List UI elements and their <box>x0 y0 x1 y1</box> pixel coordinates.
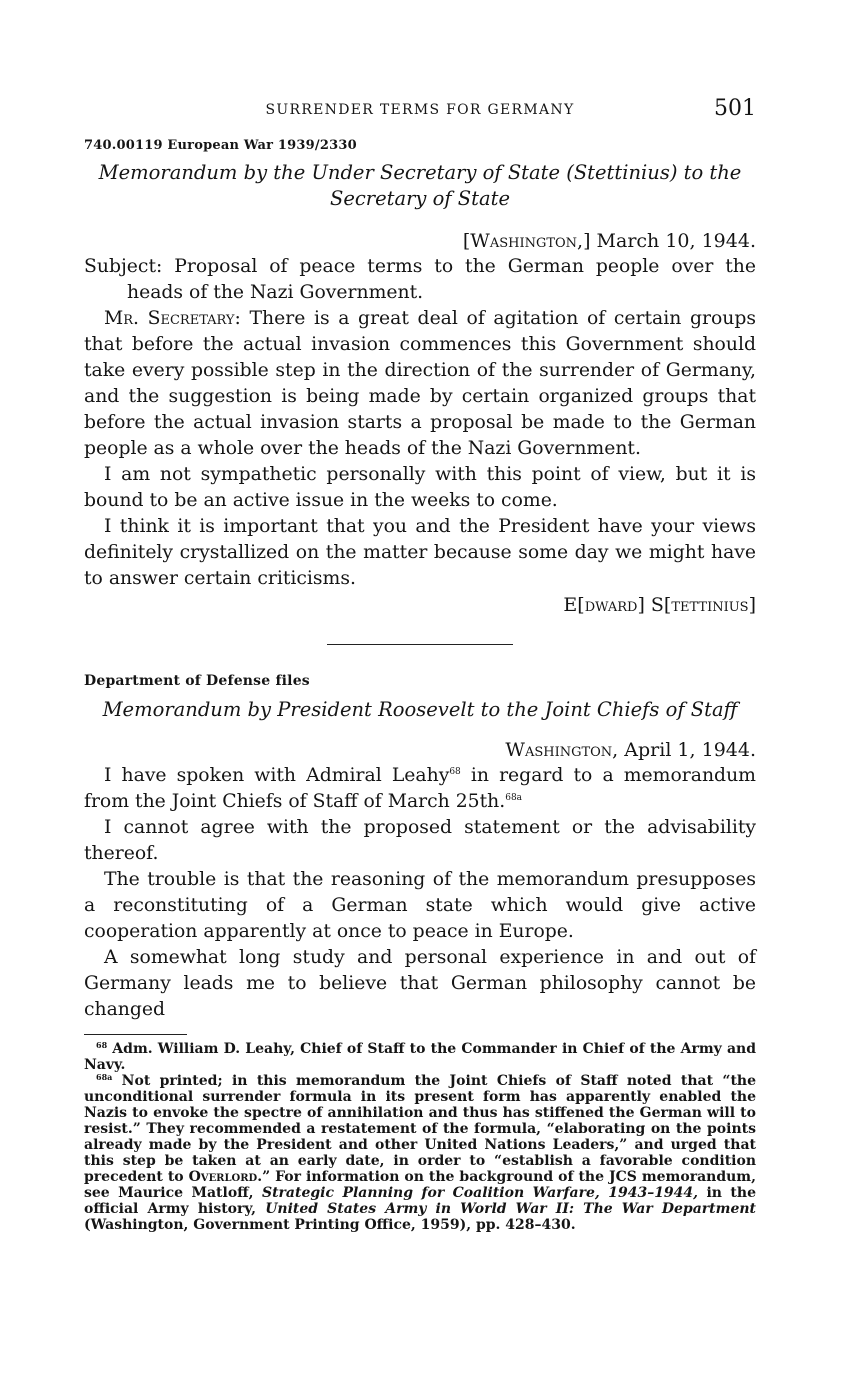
paragraph: I have spoken with Admiral Leahy$^{68}$ in regard to a memorandum from the Joint Chiefs of Staff of March 25th.$^{68a}$ <box>84 765 756 812</box>
footnote-marker: 68a <box>96 1072 113 1082</box>
footnote-marker: 68 <box>96 1040 108 1050</box>
dateline <box>84 228 756 254</box>
title-line-1: Memorandum by the Under Secretary of State (Stettinius) to the <box>98 161 742 184</box>
file-reference: Department of Defense files <box>84 673 310 689</box>
salutation: Mr. Secretary: <box>104 308 241 329</box>
paragraph: I cannot agree with the proposed statement or the advisability thereof. <box>84 817 756 864</box>
document-title <box>84 160 756 212</box>
paragraph: Mr. Secretary: There is a great deal of agitation of certain groups that before the actual invasion commences this Government should take every possible step in the direction of the surrender of Germany, and the suggestion is being made by certain organized groups that before the actual invasion starts a proposal be made to the German people as a whole over the heads of the Nazi Government. <box>84 308 757 459</box>
signature: E[dward] S[tettinius] <box>563 594 756 616</box>
running-head <box>84 92 756 126</box>
book-title: United States Army in World War II: The War Department <box>265 1201 756 1217</box>
document-title: Memorandum by President Roosevelt to the Joint Chiefs of Staff <box>102 698 738 721</box>
title-line-2: Secretary of State <box>329 187 511 210</box>
memo-body <box>84 254 756 592</box>
paragraph: I think it is important that you and the President have your views definitely crystallized on the matter because some day we might have to answer certain criticisms. <box>84 516 756 589</box>
subject-line: Subject: Proposal of peace terms to the German people over the heads of the Nazi Government. <box>84 256 756 303</box>
running-title: SURRENDER TERMS FOR GERMANY <box>265 102 575 118</box>
file-reference: 740.00119 European War 1939/2330 <box>84 138 357 153</box>
footnote-68a: $^{68a}$ Not printed; in this memorandum the Joint Chiefs of Staff noted that “the unconditional surrender formula in its present form has apparently enabled the Nazis to envoke the spectre of annihilation and thus has stiffened the German will to resist.” They recommended a restatement of the formula, “elaborating on the points already made by the President and other United Nations Leaders,” and urged that this step be taken at an early date, in order to “establish a favorable condition precedent to Overlord.” For information on the background of the JCS memorandum, see Maurice Matloff, Strategic Planning for Coalition Warfare, 1943–1944, in the official Army history, United States Army in World War II: The War Department (Washington, Government Printing Office, 1959), pp. 428–430. <box>84 1072 756 1233</box>
footnote-reference: 68 <box>449 767 461 777</box>
codename-overlord: Overlord <box>188 1169 258 1185</box>
book-title: Strategic Planning for Coalition Warfare, 1943–1944, <box>261 1185 699 1201</box>
dateline-place: Washington, <box>505 739 619 761</box>
paragraph: I am not sympathetic personally with this point of view, but it is bound to be an active issue in the weeks to come. <box>84 464 756 511</box>
dateline <box>84 737 756 763</box>
dateline-date: April 1, 1944. <box>618 739 756 761</box>
dateline-date: March 10, 1944. <box>590 230 756 252</box>
paragraph: A somewhat long study and personal experience in and out of Germany leads me to believe that German philosophy cannot be changed <box>84 947 756 1020</box>
footnotes <box>84 1041 756 1233</box>
memo-body <box>84 763 756 1023</box>
dateline-place: [Washington,] <box>462 230 591 252</box>
page-number: 501 <box>714 96 756 121</box>
footnote-rule <box>84 1034 187 1035</box>
paragraph: The trouble is that the reasoning of the memorandum presupposes a reconstituting of a German state which would give active cooperation apparently at once to peace in Europe. <box>84 869 756 942</box>
page <box>84 92 756 1233</box>
footnote-68: $^{68}$ Adm. William D. Leahy, Chief of Staff to the Commander in Chief of the Army and Navy. <box>84 1040 756 1073</box>
section-separator <box>327 644 513 645</box>
footnote-reference: 68a <box>505 793 523 803</box>
document-1 <box>84 138 756 618</box>
document-2 <box>84 673 756 1023</box>
